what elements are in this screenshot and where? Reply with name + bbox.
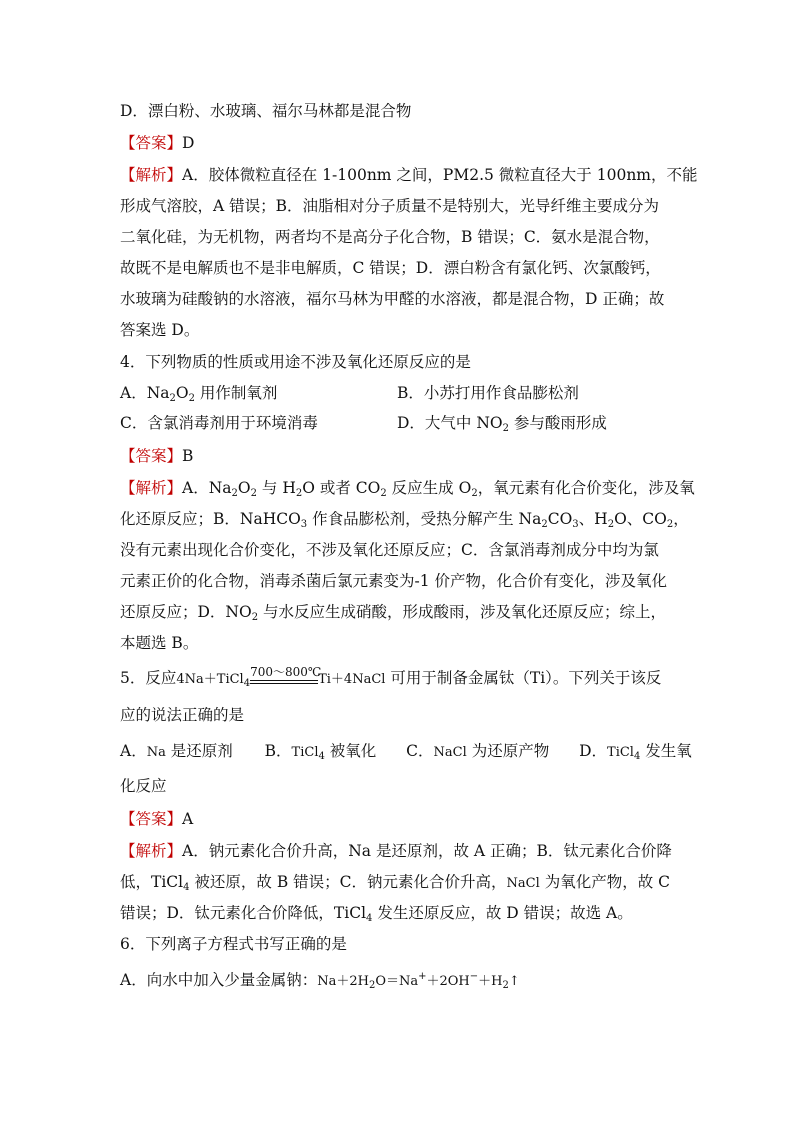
q6-option-a: A．向水中加入少量金属钠：$Na+2H_2O=Na^++2OH^-+H_2↑$ <box>120 971 520 991</box>
q4-option-a: A．$Na_2O_2$ 用作制氧剂 <box>120 384 278 404</box>
q4-answer <box>120 446 193 466</box>
q5-options-line2: 化反应 <box>120 777 167 795</box>
q4-analysis-line: 还原反应；D．$NO_2$ 与水反应生成硝酸，形成酸雨，涉及氧化还原反应；综上， <box>120 603 667 623</box>
q4-option-d: D．大气中 $NO_2$ 参与酸雨形成 <box>397 414 607 434</box>
answer-tag: 【答案】 <box>120 810 183 828</box>
q4-analysis-line: 没有元素出现化合价变化，不涉及氧化还原反应；C．含氯消毒剂成分中均为氯 <box>120 541 659 559</box>
q5-option-a: A．Na 是还原剂 <box>120 742 233 760</box>
q4-analysis-line: 化还原反应；B．NaHCO$_3$ 作食品膨松剂，受热分解产生 $Na_2CO_3$、$H_2O$、$CO_2$， <box>120 510 689 530</box>
analysis-tag: 【解析】 <box>120 842 183 860</box>
q3-option-d: D．漂白粉、水玻璃、福尔马林都是混合物 <box>120 102 412 120</box>
q3-analysis-line: 二氧化硅，为无机物，两者均不是高分子化合物，B 错误；C．氨水是混合物， <box>120 228 660 246</box>
q3-analysis-line: 故既不是电解质也不是非电解质，C 错误；D．漂白粉含有氯化钙、次氯酸钙， <box>120 259 661 277</box>
q4-analysis-line: 本题选 B。 <box>120 634 199 652</box>
q3-analysis-line: 形成气溶胶，A 错误；B．油脂相对分子质量不是特别大，光导纤维主要成分为 <box>120 197 660 215</box>
analysis-tag: 【解析】 <box>120 166 183 184</box>
answer-tag: 【答案】 <box>120 447 183 465</box>
q3-analysis-line: 水玻璃为硅酸钠的水溶液，福尔马林为甲醛的水溶液，都是混合物，D 正确；故 <box>120 290 665 308</box>
q6-stem: 6．下列离子方程式书写正确的是 <box>120 935 347 953</box>
equation: $Na+2H_2O=Na^++2OH^-+H_2↑$ <box>317 971 520 991</box>
q4-analysis-line: 元素正价的化合物，消毒杀菌后氯元素变为-1 价产物，化合价有变化，涉及氧化 <box>120 572 668 590</box>
q4-options-row2 <box>120 413 680 433</box>
q5-analysis-line: 【解析】A．钠元素化合价升高，Na 是还原剂，故 A 正确；B．钛元素化合价降 <box>120 842 672 860</box>
q3-analysis-line: 【解析】A．胶体微粒直径在 1-100nm 之间，PM2.5 微粒直径大于 100nm，不能 <box>120 166 698 184</box>
analysis-tag: 【解析】 <box>120 479 183 497</box>
q5-options <box>120 741 692 763</box>
q5-analysis-line: 错误；D．钛元素化合价降低，TiCl$_4$ 发生还原反应，故 D 错误；故选 A。 <box>120 904 633 924</box>
answer-value: B <box>182 447 194 465</box>
q4-analysis-line: 【解析】A．$Na_2O_2$ 与 $H_2O$ 或者 $CO_2$ 反应生成 $O_2$，氧元素有化合价变化，涉及氧 <box>120 479 695 499</box>
q3-analysis-line: 答案选 D。 <box>120 321 200 339</box>
q3-answer <box>120 133 194 153</box>
q5-option-d: D．TiCl$_4$ 发生氧 <box>579 742 692 762</box>
answer-tag: 【答案】 <box>120 134 183 152</box>
q5-analysis-line: 低，TiCl$_4$ 被还原，故 B 错误；C．钠元素化合价升高，NaCl 为氧化产物，故 C <box>120 873 670 893</box>
answer-value: D <box>182 134 195 152</box>
q4-option-c: C．含氯消毒剂用于环境消毒 <box>120 414 318 432</box>
equation: 4Na＋TiCl$_4$ 700～800℃ Ti＋4NaCl <box>176 665 386 689</box>
q4-stem: 4．下列物质的性质或用途不涉及氧化还原反应的是 <box>120 353 471 371</box>
q5-option-c: C．NaCl 为还原产物 <box>406 742 550 760</box>
q5-option-b: B．TiCl$_4$ 被氧化 <box>264 742 377 762</box>
q5-stem-line2: 应的说法正确的是 <box>120 706 245 724</box>
q4-options-row1 <box>120 383 680 403</box>
q5-answer <box>120 809 193 829</box>
q4-option-b: B．小苏打用作食品膨松剂 <box>397 384 579 402</box>
q5-stem: 5．反应4Na＋TiCl$_4$ 700～800℃ Ti＋4NaCl 可用于制备金属钛（Ti）。下列关于该反 <box>120 665 662 689</box>
answer-value: A <box>182 810 194 828</box>
reaction-condition: 700～800℃ <box>250 668 318 688</box>
